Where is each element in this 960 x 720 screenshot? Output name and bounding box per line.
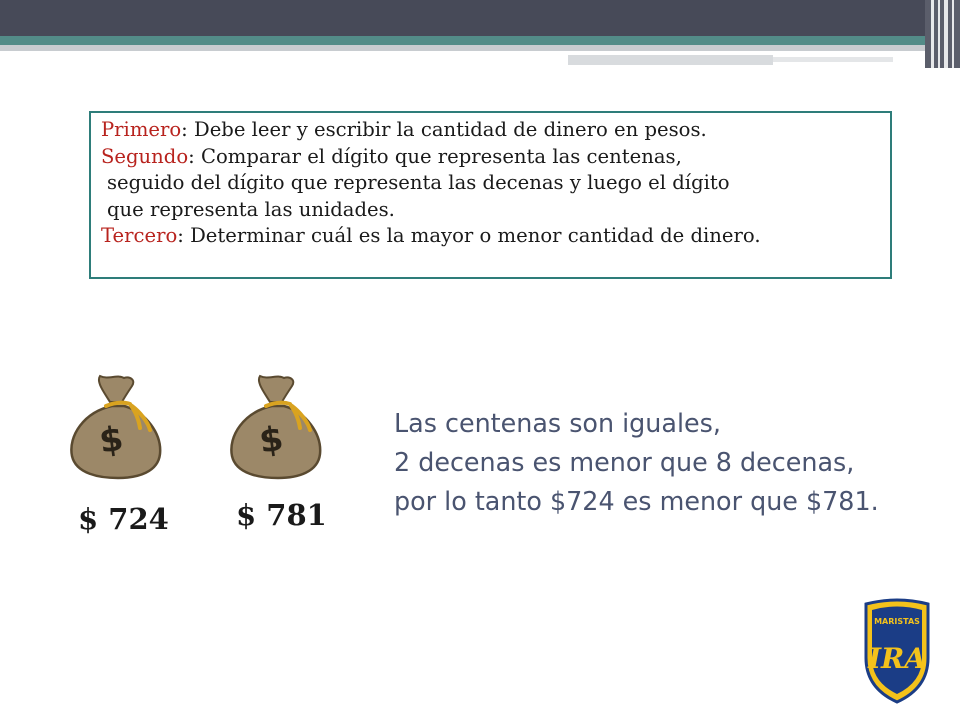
header-vertical-stripes — [925, 0, 960, 68]
instruction-label: Primero — [101, 118, 182, 141]
instruction-label: Tercero — [101, 224, 178, 247]
explanation-line: por lo tanto $724 es menor que $781. — [394, 486, 879, 516]
instruction-text: : Debe leer y escribir la cantidad de dinero en pesos. — [181, 118, 707, 141]
header-dark-band — [0, 0, 960, 36]
maristas-logo — [860, 596, 934, 706]
explanation-line: Las centenas son iguales, — [394, 408, 721, 438]
explanation-text — [394, 404, 879, 521]
instruction-text: seguido del dígito que representa las decenas y luego el dígito — [107, 171, 730, 194]
explanation-line: 2 decenas es menor que 8 decenas, — [394, 447, 855, 477]
svg-text:MARISTAS: MARISTAS — [874, 617, 920, 626]
money-bag-icon — [66, 372, 166, 482]
instruction-label: Segundo — [101, 144, 189, 168]
instruction-line — [101, 170, 890, 197]
header-accent-bar — [568, 55, 773, 65]
instructions-box — [89, 111, 892, 279]
price-label: $ 781 — [236, 498, 327, 532]
header-teal-band — [0, 36, 960, 45]
price-label: $ 724 — [78, 502, 169, 536]
instruction-text: : Comparar el dígito que representa las centenas, — [188, 144, 682, 168]
svg-text:$: $ — [96, 418, 126, 462]
money-bag-icon — [226, 372, 326, 482]
svg-text:IRA: IRA — [867, 642, 927, 675]
instruction-line — [101, 144, 890, 171]
instruction-line — [101, 223, 890, 250]
svg-text:$: $ — [256, 418, 286, 462]
instruction-line — [101, 117, 890, 144]
instruction-text: : Determinar cuál es la mayor o menor cantidad de dinero. — [177, 224, 761, 247]
instruction-text: que representa las unidades. — [107, 197, 395, 221]
header-accent-bar — [773, 57, 893, 62]
instruction-line — [101, 197, 890, 224]
